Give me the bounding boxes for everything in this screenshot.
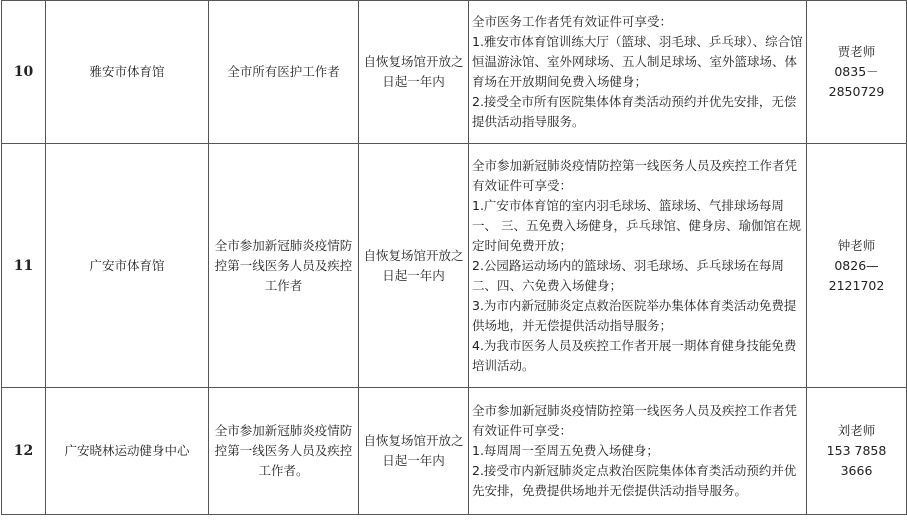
benefit-line: 1.广安市体育馆的室内羽毛球场、篮球场、气排球场每周一、 三、五免费入场健身，乒乓球馆、健身房、瑜伽馆在规定时间免费开放；: [472, 197, 801, 253]
contact-name: 贾老师: [837, 44, 876, 59]
venue-name: 雅安市体育馆: [46, 1, 209, 144]
benefit-line: 4.为我市医务人员及疾控工作者开展一期体育健身技能免费培训活动。: [472, 337, 797, 373]
contact-phone: 0826—2121702: [828, 257, 885, 293]
benefit-line: 全市参加新冠肺炎疫情防控第一线医务人员及疾控工作者凭有效证件可享受：: [472, 157, 798, 193]
target-group: 全市参加新冠肺炎疫情防控第一线医务人员及疾控工作者: [209, 144, 359, 388]
benefit-line: 2.接受市内新冠肺炎定点救治医院集体体育类活动预约并优先安排，免费提供场地并无偿提供活动指导服务。: [472, 463, 797, 498]
table-row: [2, 1, 907, 144]
table-row: [2, 388, 907, 515]
benefit-details: [469, 1, 807, 144]
benefit-line: 2.公园路运动场内的篮球场、羽毛球场、乒乓球场在每周二、四、六免费入场健身；: [472, 257, 784, 293]
valid-period: 自恢复场馆开放之日起一年内: [359, 144, 469, 388]
row-number: 10: [2, 1, 46, 144]
table-row: [2, 144, 907, 388]
benefit-line: 3.为市内新冠肺炎定点救治医院举办集体体育类活动免费提供场地，并无偿提供活动指导服务；: [472, 297, 797, 333]
benefit-line: 1.雅安市体育馆训练大厅（篮球、羽毛球、乒乓球）、综合馆恒温游泳馆、室外网球场、五人制足球场、室外篮球场、体育场在开放期间免费入场健身；: [472, 34, 803, 89]
contact-name: 钟老师: [837, 237, 876, 253]
row-number: 12: [2, 388, 46, 515]
benefit-line: 全市医务工作者凭有效证件可享受：: [472, 14, 673, 29]
target-group: 全市参加新冠肺炎疫情防控第一线医务人员及疾控工作者。: [209, 388, 359, 515]
contact-name: 刘老师: [837, 423, 876, 438]
contact-info: [807, 1, 907, 144]
contact-phone: 153 7858 3666: [826, 443, 887, 478]
contact-phone: 0835－2850729: [828, 64, 885, 99]
row-number: 11: [2, 144, 46, 388]
venue-name: 广安市体育馆: [46, 144, 209, 388]
benefit-details: [469, 388, 807, 515]
valid-period: 自恢复场馆开放之日起一年内: [359, 1, 469, 144]
target-group: 全市所有医护工作者: [209, 1, 359, 144]
venue-benefits-table: [1, 0, 907, 515]
benefit-line: 2.接受全市所有医院集体体育类活动预约并优先安排，无偿提供活动指导服务。: [472, 94, 797, 129]
benefit-details: [469, 144, 807, 388]
contact-info: [807, 388, 907, 515]
benefit-line: 1.每周周一至周五免费入场健身；: [472, 443, 659, 458]
benefit-line: 全市参加新冠肺炎疫情防控第一线医务人员及疾控工作者凭有效证件可享受：: [472, 403, 798, 438]
venue-name: 广安晓林运动健身中心: [46, 388, 209, 515]
contact-info: [807, 144, 907, 388]
valid-period: 自恢复场馆开放之日起一年内: [359, 388, 469, 515]
